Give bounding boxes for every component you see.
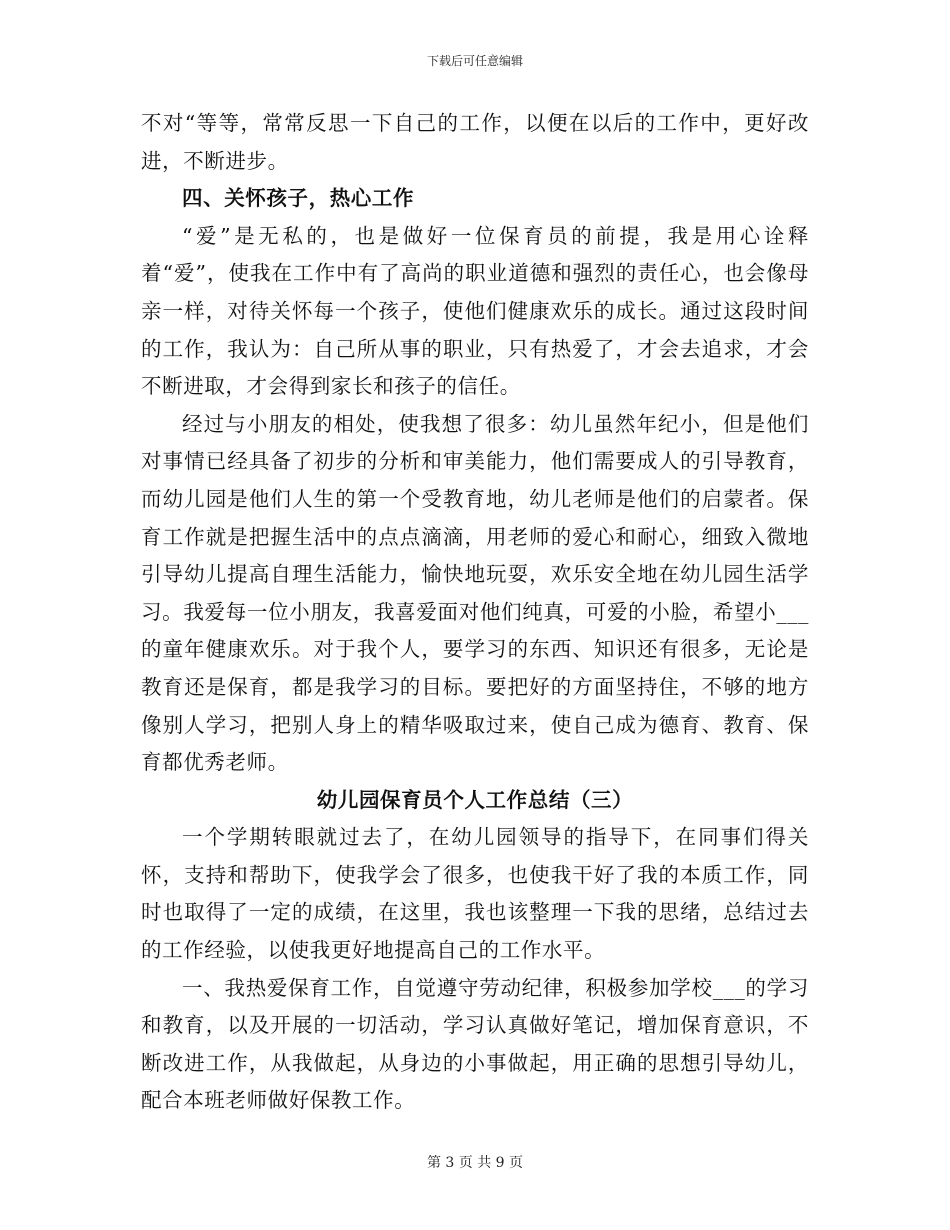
paragraph-intro-part3: 一个学期转眼就过去了，在幼儿园领导的指导下，在同事们得关怀，支持和帮助下，使我学会了很多，也使我干好了我的本质工作，同时也取得了一定的成绩，在这里，我也该整理一下我的思绪，总结过去的工作经验，以使我更好地提高自己的工作水平。 — [141, 825, 809, 963]
document-title-part3: 幼儿园保育员个人工作总结（三） — [316, 787, 634, 812]
paragraph-love: “爱”是无私的，也是做好一位保育员的前提，我是用心诠释着“爱”，使我在工作中有了高尚的职业道德和强烈的责任心，也会像母亲一样，对待关怀每一个孩子，使他们健康欢乐的成长。通过这段时间的工作，我认为：自己所从事的职业，只有热爱了，才会去追求，才会不断进取，才会得到家长和孩子的信任。 — [141, 223, 809, 399]
section-heading-care: 四、关怀孩子，热心工作 — [182, 186, 415, 211]
page-header: 下载后可任意编辑 — [426, 54, 523, 68]
paragraph-continuation: 不对“等等，常常反思一下自己的工作，以便在以后的工作中，更好改进，不断进步。 — [141, 111, 809, 173]
paragraph-experience: 经过与小朋友的相处，使我想了很多：幼儿虽然年纪小，但是他们对事情已经具备了初步的分析和审美能力，他们需要成人的引导教育，而幼儿园是他们人生的第一个受教育地，幼儿老师是他们的启蒙者。保育工作就是把握生活中的点点滴滴，用老师的爱心和耐心，细致入微地引导幼儿提高自理生活能力，愉快地玩耍，欢乐安全地在幼儿园生活学习。我爱每一位小朋友，我喜爱面对他们纯真，可爱的小脸，希望小___的童年健康欢乐。对于我个人，要学习的东西、知识还有很多，无论是教育还是保育，都是我学习的目标。要把好的方面坚持住，不够的地方像别人学习，把别人身上的精华吸取过来，使自己成为德育、教育、保育都优秀老师。 — [141, 411, 809, 775]
page-number: 第 3 页 共 9 页 — [426, 1155, 524, 1171]
paragraph-point-one: 一、我热爱保育工作，自觉遵守劳动纪律，积极参加学校___的学习和教育，以及开展的一切活动，学习认真做好笔记，增加保育意识，不断改进工作，从我做起，从身边的小事做起，用正确的思想引导幼儿，配合本班老师做好保教工作。 — [141, 975, 809, 1113]
document-body — [141, 105, 809, 1120]
